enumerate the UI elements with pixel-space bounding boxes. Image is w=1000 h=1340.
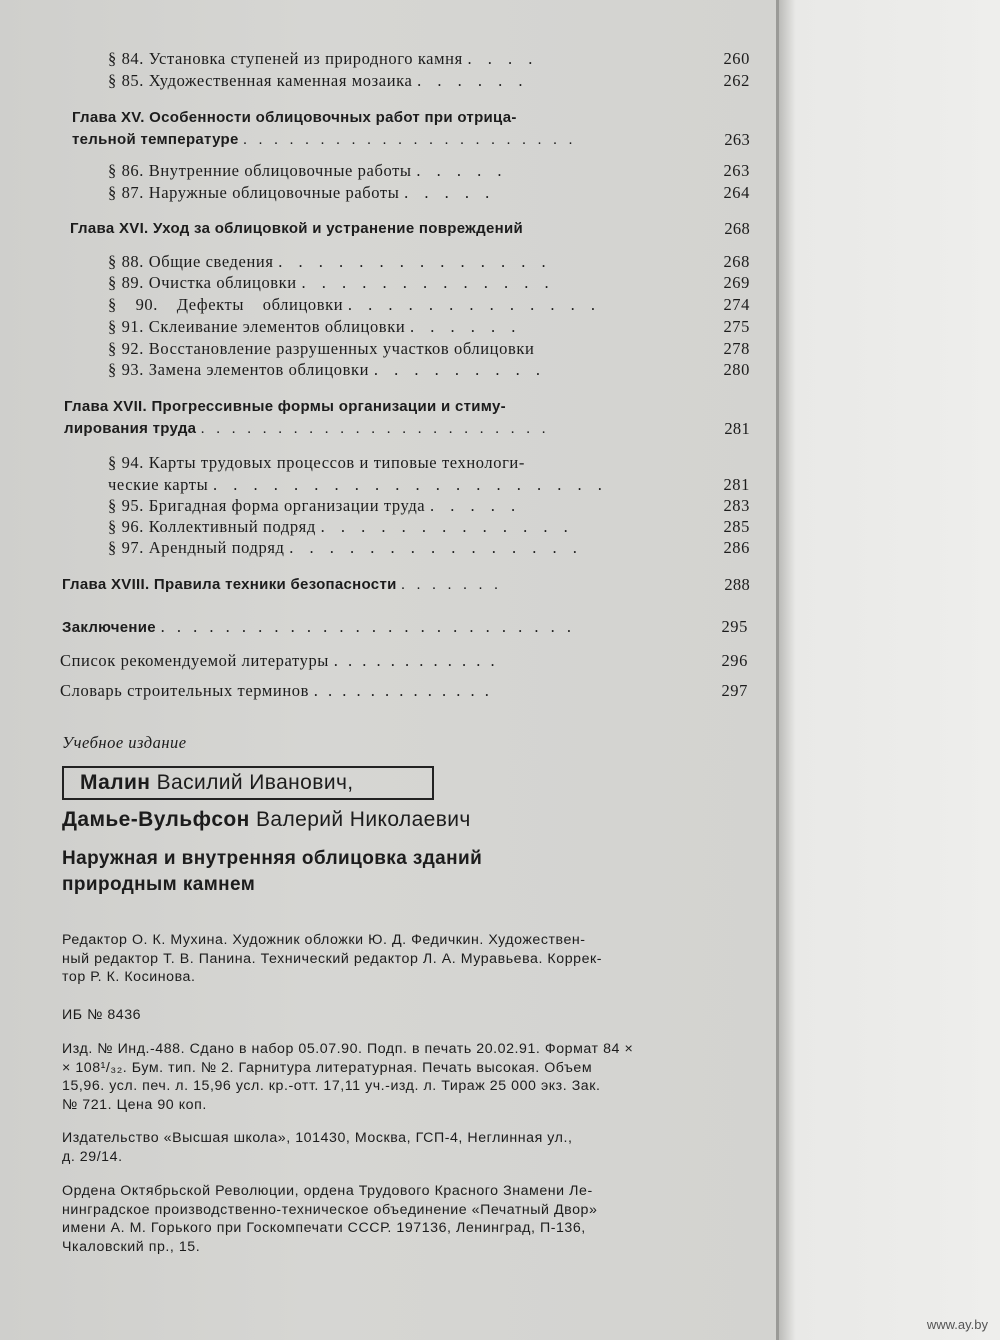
toc-entry-label: Словарь строительных терминов (60, 681, 310, 700)
author-2-name: Валерий Николаевич (256, 808, 471, 831)
toc-entry (60, 680, 750, 702)
toc-entry-dots: . . . . . . . . . . . . . (347, 295, 602, 314)
toc-entry-dots: . . . . . . . . . . . . . (301, 273, 555, 292)
author-1-surname: Малин (80, 771, 151, 794)
toc-entry-label: § 97. Арендный подряд (108, 538, 285, 557)
toc-entry-page: 263 (724, 130, 750, 149)
toc-entry-page: 260 (723, 49, 750, 68)
toc-entry-page: 286 (723, 538, 750, 557)
toc-entry-page: 268 (724, 219, 750, 238)
toc-entry-dots: . . . . . . . . . . . . (333, 651, 498, 670)
printer-info-line: Чкаловский пр., 15. (62, 1238, 201, 1255)
author-1-name: Василий Иванович, (156, 771, 354, 794)
toc-entry-label: § 86. Внутренние облицовочные работы (108, 161, 412, 180)
toc-entry-page: 295 (721, 617, 748, 636)
toc-entry-page: 263 (723, 161, 750, 180)
toc-entry-dots: . . . . (467, 49, 539, 68)
edition-type: Учебное издание (62, 733, 187, 752)
toc-entry-label: § 96. Коллективный подряд (108, 517, 316, 536)
toc-entry-label: § 91. Склеивание элементов облицовки (108, 317, 406, 336)
toc-chapter-label: Глава XVI. Уход за облицовкой и устранение повреждений (70, 220, 523, 237)
book-title-line: Наружная и внутренняя облицовка зданий (62, 848, 483, 869)
toc-entry-label: § 92. Восстановление разрушенных участков облицовки (108, 339, 535, 358)
toc-entry-cont (108, 474, 748, 496)
toc-entry-label: § 84. Установка ступеней из природного камня (108, 49, 463, 68)
toc-entry-page: 285 (723, 517, 750, 536)
toc-entry-dots: . . . . . . . . . (373, 360, 546, 379)
publisher-info (62, 1129, 762, 1166)
toc-entry-label: § 90. Дефекты облицовки (108, 295, 344, 314)
toc-entry-dots: . . . . . . . . . . . . . . . . . . . . . . (243, 132, 577, 148)
toc-entry-label: § 88. Общие сведения (108, 252, 274, 271)
author-2-surname: Дамье-Вульфсон (62, 808, 250, 831)
toc-entry-dots: . . . . . . . . . . . . . (320, 517, 574, 536)
toc-entry-page: 297 (721, 681, 748, 700)
toc-entry-label: § 85. Художественная каменная мозаика (108, 71, 413, 90)
toc-entry-dots: . . . . . (429, 496, 522, 515)
site-watermark: www.ay.by (926, 1317, 988, 1332)
toc-entry-label: § 93. Замена элементов облицовки (108, 360, 370, 379)
toc-entry-dots: . . . . . (416, 161, 508, 180)
toc-entry (108, 495, 748, 517)
credits-line: тор Р. К. Косинова. (62, 969, 196, 985)
toc-entry-page: 281 (724, 419, 750, 438)
print-info (62, 1040, 762, 1114)
credits-line: ный редактор Т. В. Панина. Технический редактор Л. А. Муравьева. Коррек- (62, 950, 603, 967)
toc-chapter-label: тельной температуре (72, 131, 239, 148)
toc-entry-dots: . . . . . (404, 183, 496, 202)
toc-entry-label: § 95. Бригадная форма организации труда (108, 496, 426, 515)
print-info-line: × 108¹/₃₂. Бум. тип. № 2. Гарнитура литературная. Печать высокая. Объем (62, 1059, 593, 1076)
toc-chapter-cont (72, 129, 752, 151)
toc-entry-dots: . . . . . . . (401, 577, 502, 593)
ib-number-text: ИБ № 8436 (62, 1007, 142, 1023)
publisher-info-line: д. 29/14. (62, 1148, 123, 1165)
toc-entry (62, 616, 752, 638)
printer-info (62, 1182, 762, 1256)
printer-info-line: Ордена Октябрьской Революции, ордена Трудового Красного Знамени Ле- (62, 1183, 593, 1199)
toc-entry (108, 70, 748, 92)
page-gutter (776, 0, 779, 1340)
toc-chapter (64, 396, 754, 418)
toc-entry (108, 182, 748, 204)
toc-entry-label: Заключение (62, 619, 156, 636)
toc-entry (108, 316, 748, 338)
toc-entry-page: 275 (723, 317, 750, 336)
toc-entry-dots: . . . . . . (417, 71, 529, 90)
toc-entry-page: 264 (723, 183, 750, 202)
author-2 (62, 808, 471, 832)
toc-entry-page: 281 (723, 475, 750, 494)
toc-entry-label: ческие карты (108, 475, 209, 494)
toc-entry-dots: . . . . . . . . . . . . . . (278, 252, 552, 271)
toc-entry (108, 272, 748, 294)
facing-page (778, 0, 1000, 1340)
author-1 (80, 771, 354, 795)
toc-entry (108, 338, 748, 360)
print-info-line: № 721. Цена 90 коп. (62, 1096, 207, 1113)
credits (62, 931, 762, 987)
toc-entry-page: 278 (723, 339, 750, 358)
toc-entry-dots: . . . . . . . . . . . . . . . . . . . . . . . . . . (160, 617, 575, 636)
toc-chapter-cont (64, 418, 754, 440)
print-info-line: Изд. № Инд.-488. Сдано в набор 05.07.90. Подп. в печать 20.02.91. Формат 84 × (62, 1041, 634, 1057)
toc-entry-page: 262 (723, 71, 750, 90)
toc-chapter-label: лирования труда (64, 420, 197, 437)
toc-entry (108, 452, 748, 474)
toc-entry-label: § 94. Карты трудовых процессов и типовые технологи- (108, 453, 525, 472)
printer-info-line: нинградское производственно-техническое объединение «Печатный Двор» (62, 1201, 598, 1218)
toc-entry (108, 359, 748, 381)
credits-line: Редактор О. К. Мухина. Художник обложки Ю. Д. Федичкин. Художествен- (62, 932, 586, 948)
toc-entry (108, 294, 748, 316)
toc-entry-label: § 87. Наружные облицовочные работы (108, 183, 400, 202)
print-info-line: 15,96. усл. печ. л. 15,96 усл. кр.-отт. 17,11 уч.-изд. л. Тираж 25 000 экз. Зак. (62, 1078, 601, 1094)
toc-entry-dots: . . . . . . (409, 317, 522, 336)
toc-chapter (62, 574, 752, 596)
toc-entry-label: § 89. Очистка облицовки (108, 273, 297, 292)
printer-info-line: имени А. М. Горького при Госкомпечати СССР. 197136, Ленинград, П-136, (62, 1220, 586, 1236)
toc-entry (108, 537, 748, 559)
book-title (62, 846, 482, 898)
toc-entry-page: 274 (723, 295, 750, 314)
toc-entry (108, 48, 748, 70)
toc-entry-page: 268 (723, 252, 750, 271)
toc-chapter (72, 107, 752, 129)
toc-entry-dots: . . . . . . . . . . . . . . . . . . . . (213, 475, 608, 494)
toc-entry (108, 516, 748, 538)
toc-entry-page: 288 (724, 575, 750, 594)
toc-entry-dots: . . . . . . . . . . . . . . . . . . . . . . . (200, 421, 550, 437)
toc-entry (108, 251, 748, 273)
toc-entry-dots: . . . . . . . . . . . . . . . (289, 538, 583, 557)
toc-entry-page: 280 (723, 360, 750, 379)
toc-chapter (70, 218, 750, 240)
book-title-line: природным камнем (62, 874, 256, 895)
toc-entry-label: Список рекомендуемой литературы (60, 651, 329, 670)
toc-chapter-label: Глава XVIII. Правила техники безопасности (62, 576, 397, 593)
toc-entry-page: 269 (723, 273, 750, 292)
toc-entry (108, 160, 748, 182)
toc-chapter-label: Глава XV. Особенности облицовочных работ при отрица- (72, 109, 517, 126)
toc-entry (60, 650, 750, 672)
toc-chapter-label: Глава XVII. Прогрессивные формы организации и стиму- (64, 398, 506, 415)
toc-entry-page: 296 (721, 651, 748, 670)
toc-entry-page: 283 (723, 496, 750, 515)
toc-entry-dots: . . . . . . . . . . . . . (313, 681, 492, 700)
ib-number (62, 1006, 762, 1025)
publisher-info-line: Издательство «Высшая школа», 101430, Москва, ГСП-4, Неглинная ул., (62, 1130, 573, 1146)
